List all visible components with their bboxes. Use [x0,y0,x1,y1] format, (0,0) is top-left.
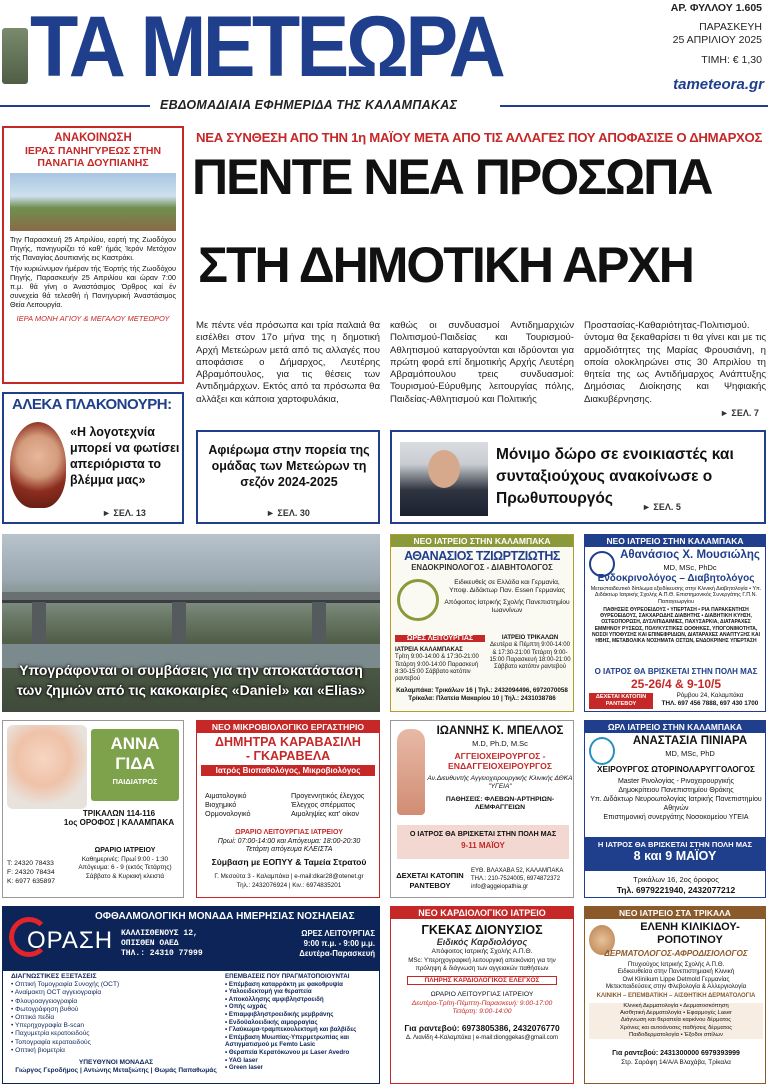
page-ref-text: ΣΕΛ. 5 [653,502,681,512]
hours-line: 9:00 π.μ. - 9:00 μ.μ. [303,939,375,948]
ad-header: ΝΕΟ ΜΙΚΡΟΒΙΟΛΟΓΙΚΟ ΕΡΓΑΣΤΗΡΙΟ [197,721,379,733]
presence-banner [397,825,569,859]
doctor-specialty: Ενδοκρινολόγος – Διαβητολόγος [597,573,755,584]
announcement-title: ΙΕΡΑΣ ΠΑΝΗΓΥΡΕΩΣ ΣΤΗΝ ΠΑΝΑΓΙΑ ΔΟΥΠΙΑΝΗΣ [24,145,162,169]
divider [500,105,768,107]
ad-gkekas[interactable] [390,906,574,1084]
exam-item: • Υπερηχογραφία B-scan [11,1022,85,1030]
lead-column-2: καθώς οι συνδυασμοί Αντιδημαρχιών Πολιτισμού-Παιδείας και Τουρισμού-Αθλητισμού καταργούνται και ιδρύονται για πρώτη φορά επί δημοτικής Αρχής Λευτέρη Αβραμόπουλου τρεις συνδυασμοί: Τουρισμού-Εύρυθμης λειτουργίας πόλης, Παιδείας-Αθλητισμού και Πολιτικής [390,320,574,405]
issue-date: 25 ΑΠΡΙΛΙΟΥ 2025 [672,34,762,46]
announcement-label: ΑΝΑΚΟΙΝΩΣΗ [54,132,132,144]
lab-owner-name-2: - ΓΚΑΡΑΒΕΛΑ [245,749,331,763]
cred-line: Υπ. Διδάκτωρ Νευροωτολογίας Ιατρικής Πανεπιστημίου Αθηνών [590,796,762,812]
issue-price: ΤΙΜΗ: € 1,30 [701,54,762,66]
hours-line: Σάββατο & Κυριακή κλειστά [85,872,165,880]
address-line: ΚΑΛΛΙΣΘΕΝΟΥΣ 12, [121,929,198,938]
lead-column-1: Με πέντε νέα πρόσωπα και τρία παλαιά θα εισέλθει στον 17ο μήνα της η δημοτική Αρχή Μετεώρων μετά από τις αλλαγές που αποφάσισε ο Δήμαρχος, Λευτέρης Αβραμόπουλος, για τις θέσεις των Αντιδημάρχων. Εκτός από τα πρόσωπα θα αλλάξει και κάποια χαρτοφυλάκια, [196,320,380,405]
pediatrician-name: ΑΝΝΑ ΓΙΔΑ [110,734,160,773]
doctor-role: Αν.Διευθυντής Αγγειοχειρουργικής Κλινικής ΔΘΚΑ "ΥΓΕΙΑ" [427,775,573,790]
hours-text: Τρίτη 9:00-14:00 & 17:30-21:00 Τετάρτη 9:00-14:00 Παρασκευή 8:30-15:00 Σάββατο κατόπιν ραντεβού [395,654,479,683]
baby-photo [7,725,87,809]
hours-head: ΩΡΑΡΙΟ ΛΕΙΤΟΥΡΓΙΑΣ ΙΑΤΡΕΙΟΥ [235,829,343,836]
clinic-phones [7,859,67,886]
tribute-box[interactable] [196,430,380,524]
doctor-specialty: ΔΕΡΜΑΤΟΛΟΓΟΣ-ΑΦΡΟΔΙΣΙΟΛΟΓΟΣ [604,949,748,958]
hours-line: Καθημερινές: Πρωί 9:00 - 1:30 [81,855,169,863]
cardio-check: ΠΛΗΡΗΣ ΚΑΡΔΙΟΛΟΓΙΚΟΣ ΕΛΕΓΧΟΣ [407,976,557,985]
hours-line: Πρωί: 07:00-14:00 και Απόγευμα: 18:00-20:30 [217,837,361,845]
procedure-item: • Ενδοϋαλοειδικής αιμορραγίας [225,1018,318,1026]
doctor-name: ΑΘΑΝΑΣΙΟΣ ΤΖΙΩΡΤΖΙΩΤΗΣ [404,549,560,563]
doctor-specialty [427,751,573,771]
doctor-conditions: ΠΑΘΗΣΕΙΣ: ΦΛΕΒΩΝ-ΑΡΤΗΡΙΩΝ-ΛΕΜΦΑΓΓΕΙΩΝ [445,796,555,811]
cred-line: Master Ρινολογίας - Ρινοχειρουργικής [617,778,735,785]
clinic-hours [69,847,181,881]
services-list [589,1003,763,1039]
meteora-rock-icon [2,28,28,84]
email-line[interactable]: info@aggeiopathia.gr [471,884,529,890]
lab-hours [199,829,379,855]
address-line: Καλαμπάκα: Τρικάλων 16 | Τηλ.: 2432094496, 6972070058 [396,687,568,694]
hours-line: Τετάρτη: 9:00-14:00 [452,1008,512,1016]
cred-line: Ειδικευθείσα στην Πανεπιστημιακή Κλινική [617,968,735,976]
specialty-line: ΕΝΔΑΓΓΕΙΟΧΕΙΡΟΥΡΓΟΣ [448,761,552,771]
hours-line: Δευτέρα-Παρασκευή [299,949,375,958]
exam-item: • Φλουροαγγειογραφία [11,997,78,1005]
procedure-item: • Επιαμφιβληστροειδικής μεμβράνης [225,1010,334,1018]
phone-line: ΤΗΛ.: 210-7524005, 6974872372 [471,876,561,882]
doctor-specialty: ΕΝΔΟΚΡΙΝΟΛΟΓΟΣ - ΔΙΑΒΗΤΟΛΟΓΟΣ [411,563,553,572]
cred-line: Υποψ. Διδάκτωρ Παν. Essen Γερμανίας [449,587,565,594]
address-line: 1ος ΟΡΟΦΟΣ | ΚΑΛΑΜΠΑΚΑ [63,818,175,827]
hours-head: ΩΡΑΡΙΟ ΙΑΤΡΕΙΟΥ [94,847,156,854]
procedure-item: • Επέμβαση Μυωπίας-Υπερμετρωπίας και Αστιγματισμού με Femto Lasic [225,1033,349,1049]
tribute-text: Αφιέρωμα στην πορεία της ομάδας των Μετεώρων τη σεζόν 2024-2025 [208,443,370,489]
lab-tests-left: Αιματολογικό Βιοχημικό Ορμονολογικό [205,791,251,818]
clinic-hours [391,991,573,1017]
ad-header: ΝΕΟ ΙΑΤΡΕΙΟ ΣΤΗΝ ΚΑΛΑΜΠΑΚΑ [391,535,573,547]
address-line: ΟΠΙΣΘΕΝ ΟΑΕΔ [121,939,179,948]
contact [471,867,571,891]
doctor-name: Αθανάσιος Χ. Μουσιώλης [620,549,760,561]
ad-karavasili[interactable] [196,720,380,898]
phone-line: F: 24320 78434 [7,869,55,876]
visit-dates: 9-11 ΜΑΪΟΥ [461,841,505,850]
vascular-body-icon [397,729,425,815]
exam-item: • Αναίμακτη OCT αγγειογραφία [11,989,102,997]
exam-item: • Οπτική βιομετρία [11,1046,65,1054]
service-item: Διάγνωση και θεραπεία καρκίνου δέρματος [620,1017,732,1024]
issue-number: ΑΡ. ΦΥΛΛΟΥ 1.605 [670,2,762,14]
issue-day: ΠΑΡΑΣΚΕΥΗ [699,21,762,33]
ad-mousiolis[interactable] [584,534,766,712]
hours-trikala [489,635,571,671]
page-ref-text: ΣΕΛ. 30 [277,508,310,518]
name-line: ΡΟΠΟΤΙΝΟΥ [657,934,723,946]
masthead [0,0,768,120]
procedure-item: • YAG laser [225,1056,258,1064]
divider [0,105,150,107]
ad-anna-gida[interactable] [2,720,184,898]
address-line: Στρ. Σαράφη 14/Α/Α Βλαχάβα, Τρίκαλα [621,1059,731,1066]
doctor-name: ΙΩΑΝΝΗΣ Κ. ΜΠΕΛΛΟΣ [436,725,564,737]
bridge-photo[interactable] [2,534,380,712]
ad-header: ΩΡΛ ΙΑΤΡΕΙΟ ΣΤΗΝ ΚΑΛΑΜΠΑΚΑ [585,721,765,733]
orasi-address [121,929,203,959]
hours-label: ΩΡΕΣ ΛΕΙΤΟΥΡΓΙΑΣ [395,635,485,642]
contact [587,1049,765,1067]
clinic-phone: Για ραντεβού: 6973805386, 2432076770 [404,1022,560,1033]
ent-logo-icon [589,737,615,765]
procedure-item: • Θεραπεία Κερατόκωνου με Laser Avedro [225,1048,350,1056]
appointment-note: ΔΕΧΕΤΑΙ ΚΑΤΟΠΙΝ ΡΑΝΤΕΒΟΥ [589,693,653,709]
service-item: Χρόνιες και αυτοάνοσες παθήσεις δέρματος [619,1024,733,1031]
cred-line: Μετεκπαιδεύσεις στην Φλεβολογία & Αλλεργιολογία [605,983,747,991]
pm-page-ref[interactable]: ► ΣΕΛ. 5 [642,502,681,512]
clinic-address: Δ. Λιανίδη 4-Καλαμπάκα | e-mail:dionggekas@gmail.com [405,1034,558,1041]
presence-text: Ο ΙΑΤΡΟΣ ΘΑ ΒΡΙΣΚΕΤΑΙ ΣΤΗΝ ΠΟΛΗ ΜΑΣ [409,829,557,838]
interview-box[interactable] [2,392,184,524]
lab-contract: Σύμβαση με ΕΟΠΥΥ & Ταμεία Στρατού [211,857,367,867]
hours-kalampaka [395,647,485,683]
exam-item: • Φωτογράφηση βυθού [11,1005,79,1013]
doctor-degrees: M.D, Ph.D, M.Sc [472,739,528,748]
pm-story-text: Μόνιμο δώρο σε ενοικιαστές και συνταξιούχους ανακοίνωσε ο Πρωθυπουργός [496,446,734,507]
lab-contact [199,873,379,890]
service-item: Παιδοδερματολογία • Έξοδοι σπίλων [629,1031,723,1038]
appointment-note: ΔΕΧΕΤΑΙ ΚΑΤΟΠΙΝ ΡΑΝΤΕΒΟΥ [396,871,464,890]
hours-head: ΩΡΕΣ ΛΕΙΤΟΥΡΓΙΑΣ [301,929,375,938]
address-line: Ρόμβου 24, Καλαμπάκα [676,692,744,699]
hours-line: Δευτέρα-Τρίτη-Πέμπτη-Παρασκευή: 9:00-17:00 [411,999,553,1007]
hours-head: ΩΡΑΡΙΟ ΛΕΙΤΟΥΡΓΙΑΣ ΙΑΤΡΕΙΟΥ [430,991,534,999]
page-ref-text: ΣΕΛ. 7 [731,408,759,418]
bridge-caption: Υπογράφονται οι συμβάσεις για την αποκατάσταση των ζημιών από τις κακοκαιρίες «Daniel» και «Elias» [16,662,366,698]
clinic-address [59,809,179,827]
pm-story-box[interactable] [390,430,766,524]
phone-line: Τηλ. 6979221940, 2432077212 [616,885,736,895]
phone-line: Κ: 6977 635897 [7,878,55,885]
interviewee-name: ΑΛΕΚΑ ΠΛΑΚΟΝΟΥΡΗ: [12,396,172,413]
doctor-name [615,921,765,947]
doctor-credentials [443,579,571,615]
lead-column-3: Προστασίας-Καθαριότητας-Πολιτισμού. ύντομα θα ξεκαθαρίσει τι θα γίνει και με τις αρμοδιότητες της Μαρίας Φρουσιάνη, η οποία ολοκληρώνει στις 30 Απριλίου τη θητεία της ως Αντιδήμαρχος Ανάπτυξης Δημόσιας Διοίκησης και Ψηφιακής Διακυβέρνησης. [584,320,766,405]
presence-text: Η ΙΑΤΡΟΣ ΘΑ ΒΡΙΣΚΕΤΑΙ ΣΤΗΝ ΠΟΛΗ ΜΑΣ [597,840,753,849]
exams-list [11,981,181,1055]
interview-page-ref[interactable]: ► ΣΕΛ. 13 [102,508,146,518]
phone-line: Για ραντεβού: 2431300000 6979393999 [612,1050,740,1057]
ad-header: ΝΕΟ ΙΑΤΡΕΙΟ ΣΤΑ ΤΡΙΚΑΛΑ [585,907,765,919]
procedure-item: • Green laser [225,1064,263,1072]
orasi-title: ΟΦΘΑΛΜΟΛΟΓΙΚΗ ΜΟΝΑΔΑ ΗΜΕΡΗΣΙΑΣ ΝΟΣΗΛΕΙΑΣ [95,911,355,922]
exam-item: • Οπτικά πεδία [11,1014,55,1022]
name-line: ΕΛΕΝΗ ΚΙΛΙΚΙΔΟΥ- [640,921,740,933]
website-link[interactable]: tameteora.gr [673,76,764,93]
lab-specialty: Ιατρός Βιοπαθολόγος, Μικροβιολόγος [201,765,375,776]
cred-line: Απόφοιτος Ιατρικής Σχολής Πανεπιστημίου Ιωαννίνων [444,599,570,614]
lead-headline-2[interactable]: ΣΤΗ ΔΗΜΟΤΙΚΗ ΑΡΧΗ [198,237,693,293]
newspaper-logo[interactable]: ΤΑ ΜΕΤΕΩΡΑ [30,0,503,95]
interview-quote: «Η λογοτεχνία μπορεί να φωτίσει απεριόριστα το βλέμμα μας» [70,425,180,487]
doctor-credentials [589,961,763,991]
pediatrician-specialty: ΠΑΙΔΙΑΤΡΟΣ [112,777,158,786]
pm-photo [400,442,488,516]
doctor-school: Απόφοιτος Ιατρικής Σχολής Α.Π.Θ. [431,948,533,955]
page-ref-text: ΣΕΛ. 13 [113,508,146,518]
doctor-credentials [589,777,763,822]
specialty-line: ΑΓΓΕΙΟΧΕΙΡΟΥΡΓΟΣ - [454,751,546,761]
address-line: Τρικάλων 16, 2ος όροφος [633,875,719,884]
presence-banner [585,837,765,871]
hours-line: Απόγευμα: 6 - 9 (εκτός Τετάρτης) [78,864,172,871]
phone-line: Τ: 24320 78433 [7,860,54,867]
lab-owner-name-1: ΔΗΜΗΤΡΑ ΚΑΡΑΒΑΣΙΛΗ [215,735,361,749]
ad-orasi[interactable] [2,906,380,1084]
procedure-item: • Αποκόλλησης αμφιβληστροειδή [225,995,324,1003]
doctors-line: Γιώργος Γεροδήμος | Αντώνης Μεταξιώτης | Θωμάς Παπαθωμάς [15,1067,217,1075]
procedure-item: • Επέμβαση καταρράκτη με φακοθρυψία [225,980,343,988]
visit-dates: 8 και 9 ΜΑΪΟΥ [633,849,717,863]
exams-head: ΔΙΑΓΝΩΣΤΙΚΕΣ ΕΞΕΤΑΣΕΙΣ [11,973,97,980]
ad-tziortziotis[interactable] [390,534,574,712]
orasi-exams [11,973,181,1055]
orasi-procedures [225,973,379,1072]
clinic-sign [91,729,179,801]
service-item: Αισθητική Δερματολογία • Εφαρμογές Laser [620,1010,732,1017]
visit-dates: 25-26/4 & 9-10/5 [630,677,722,691]
lead-page-ref[interactable]: ► ΣΕΛ. 7 [720,408,759,418]
contact [587,875,765,895]
lead-kicker: ΝΕΑ ΣΥΝΘΕΣΗ ΑΠΟ ΤΗΝ 1η ΜΑΪΟΥ ΜΕΤΑ ΑΠΟ ΤΙΣ ΑΛΛΑΓΕΣ ΠΟΥ ΑΠΟΦΑΣΙΣΕ Ο ΔΗΜΑΡΧΟΣ [196,130,763,145]
announcement-box[interactable] [2,126,184,384]
exam-item: • Τοπογραφία κερατοειδούς [11,1038,91,1046]
address-line: ΤΡΙΚΑΛΩΝ 114-116 [82,809,156,818]
ad-header: ΝΕΟ ΙΑΤΡΕΙΟ ΣΤΗΝ ΚΑΛΑΜΠΑΚΑ [585,535,765,547]
procedure-item: • Γλαύκωμα-τραμπεκουλεκτομή και βαλβίδες [225,1026,357,1034]
author-photo [10,422,66,508]
ad-kilikidou[interactable] [584,906,766,1084]
announcement-signature: ΙΕΡΑ ΜΟΝΗ ΑΓΙΟΥ & ΜΕΓΑΛΟΥ ΜΕΤΕΩΡΟΥ [16,314,170,323]
procedures-head: ΕΠΕΜΒΑΣΕΙΣ ΠΟΥ ΠΡΑΓΜΑΤΟΠΟΙΟΥΝΤΑΙ [225,973,350,980]
ad-bellos[interactable] [390,720,574,898]
orasi-doctors [11,1059,221,1076]
ad-address [393,687,571,703]
doctor-degrees: MD, MSc, PhDc [663,563,717,572]
cred-line: Ειδικευθείς σε Ελλάδα και Γερμανία, [454,579,560,586]
contact [655,692,765,708]
doctor-name: ΑΝΑΣΤΑΣΙΑ ΠΙΝΙΑΡΑ [632,735,748,747]
announcement-p1: Την Παρασκευή 25 Απριλίου, εορτή της Ζωοδόχου Πηγής, πανηγυρίζει τό καθ' ήμάς Ίερόν Μετόχιον τής Παναγίας Δουπιανής εις Καστράκι. [10,235,176,262]
doctor-specialty: ΧΕΙΡΟΥΡΓΟΣ ΩΤΟΡΙΝΟΛΑΡΥΓΓΟΛΟΓΟΣ [597,765,755,774]
doctor-specialty: Ειδικός Καρδιολόγος [436,937,528,947]
ad-piniara[interactable] [584,720,766,898]
hours-line: Τετάρτη απόγευμα ΚΛΕΙΣΤΑ [245,846,333,854]
cred-line: Owl Klinikum Lippe Detmold Γερμανίας [622,975,730,983]
phone-line: ΤΗΛ.: 24310 77999 [121,949,203,958]
doctors-head: ΥΠΕΥΘΥΝΟΙ ΜΟΝΑΔΑΣ [78,1059,154,1066]
doctor-degrees: MD, MSc, PhD [665,749,715,758]
address-line: ΕΥΘ. ΒΛΑΧΑΒΑ 52, ΚΑΛΑΜΠΑΚΑ [471,868,564,874]
service-item: Κλινική Δερματολογία • Δερματοσκόπηση [623,1003,729,1009]
address-line: Γ. Μεσούτα 3 - Καλαμπάκα | e-mail:dkar28@otenet.gr [214,873,364,880]
doctor-description: Μετεκπαιδευτικό δίπλωμα εξειδίκευσης στην Κλινική Διαβητολογία • Υπ. Διδάκτωρ Ιατρικής Σχολής Α.Π.Θ. Επιστημονικός Συνεργάτης Γ.Π.Ν. Παπαγεωργίου [590,586,762,605]
hours-text: Δευτέρα & Πέμπτη 9:00-14:00 & 17:30-21:00 Τετάρτη 9:00-15:00 Παρασκευή 18:00-21:00 Σάββατο κατόπιν ραντεβού [489,642,571,671]
doctor-msc: MSc: Υπερηχογραφική λειτουργική απεικόνιση για την πρόληψη & διάγνωση των αγγειακών παθήσεων [408,957,556,972]
lab-tests-right: Προγεννητικός έλεγχος Έλεγχος σπέρματος Αιμοληψίες κατ' οίκον [291,791,365,818]
services-head: ΚΛΙΝΙΚΗ – ΕΠΕΜΒΑΤΙΚΗ – ΑΙΣΘΗΤΙΚΗ ΔΕΡΜΑΤΟΛΟΓΙΑ [596,993,756,999]
exam-item: • Οπτική Τομογραφία Συνοχής (OCT) [11,981,120,989]
lead-headline-1[interactable]: ΠΕΝΤΕ ΝΕΑ ΠΡΟΣΩΠΑ [192,149,712,205]
phone-line: Τηλ.: 2432076924 | Κιν.: 6974835201 [236,881,342,889]
exam-item: • Παχυμετρία κερατοειδούς [11,1030,90,1038]
hours-head: ΙΑΤΡΕΙΑ ΚΑΛΑΜΠΑΚΑΣ [395,647,463,653]
cred-line: Δημοκρίτειου Πανεπιστημίου Θράκης [618,787,734,794]
orasi-brand: ΟΡΑΣΗ [27,927,114,954]
cred-line: Επιστημονική συνεργάτης Νοσοκομείου ΥΓΕΙΑ [603,814,749,821]
hours-head: ΙΑΤΡΕΙΟ ΤΡΙΚΑΛΩΝ [501,635,559,641]
procedure-item: • Οπής ωχράς [225,1003,267,1011]
procedures-list [225,981,379,1072]
procedure-item: • Υαλοειδεκτομή για θεραπεία [225,988,312,996]
phone-line: ΤΗΛ. 697 456 7888, 697 430 1700 [661,700,759,707]
doctor-presence: Ο ΙΑΤΡΟΣ ΘΑ ΒΡΙΣΚΕΤΑΙ ΣΤΗΝ ΠΟΛΗ ΜΑΣ [594,667,758,676]
chapel-photo [10,173,176,231]
tribute-page-ref[interactable]: ► ΣΕΛ. 30 [266,508,310,518]
cred-line: Πτυχιούχος Ιατρικής Σχολής Α.Π.Θ. [627,961,725,968]
thyroid-logo-icon [397,579,439,621]
orasi-hours [275,929,375,959]
address-line: Τρίκαλα: Πλατεία Μακαρίου 10 | Τηλ.: 2431038786 [408,695,556,702]
conditions-list: ΠΑΘΗΣΕΙΣ ΘΥΡΕΟΕΙΔΟΥΣ • ΥΠΕΡΤΑΣΗ • ΡΙΑ ΠΑΡΑΚΕΝΤΗΣΗ ΘΥΡΕΟΕΙΔΟΥΣ, ΣΑΚΧΑΡΩΔΗΣ ΔΙΑΒΗΤΗΣ • ΔΙΑΒΗΤΙΚΗ ΚΥΗΣΗ, ΟΣΤΕΟΠΟΡΩΣΗ, ΔΥΣΛΙΠΙΔΑΙΜΙΕΣ, ΠΑΧΥΣΑΡΚΙΑ, ΔΙΑΤΑΡΑΧΕΣ ΕΜΜΗΝΟΥ ΡΥΣΕΩΣ, ΠΟΛΥΚΥΣΤΙΚΕΣ ΩΟΘΗΚΕΣ, ΥΠΟΓΟΝΙΜΟΤΗΤΑ, ΝΟΣΟΙ ΥΠΟΦΥΣΗΣ ΚΑΙ ΕΠΙΝΕΦΡΙΔΙΩΝ, ΔΙΑΤΑΡΑΧΕΣ ΑΝΑΠΤΥΞΗΣ ΚΑΙ ΗΒΗΣ, ΜΕΤΑΒΟΛΙΚΑ ΝΟΣΗΜΑΤΑ ΟΣΤΩΝ, ΕΝΔΟΚΡΙΝΗΣ ΥΠΕΡΤΑΣΗ [591,607,761,645]
tagline: ΕΒΔΟΜΑΔΙΑΙΑ ΕΦΗΜΕΡΙΔΑ ΤΗΣ ΚΑΛΑΜΠΑΚΑΣ [160,98,458,112]
doctor-name: ΓΚΕΚΑΣ ΔΙΟΝΥΣΙΟΣ [421,923,543,937]
ad-header: ΝΕΟ ΚΑΡΔΙΟΛΟΓΙΚΟ ΙΑΤΡΕΙΟ [391,907,573,919]
announcement-p2: Τήν κυριώνυμον ήμέραν τής Έορτής τής Ζωοδόχου Πηγής, Παρασκευήν 25 Απριλίου και ώραν 7:00 π.μ. θά γίνη ο Άναστάσιμος Όρθρος καί έν συνεχεία θά τελεσθή ή Πανηγυρική Άναστάσιμος Θεία Λειτουργία. [10,264,176,309]
